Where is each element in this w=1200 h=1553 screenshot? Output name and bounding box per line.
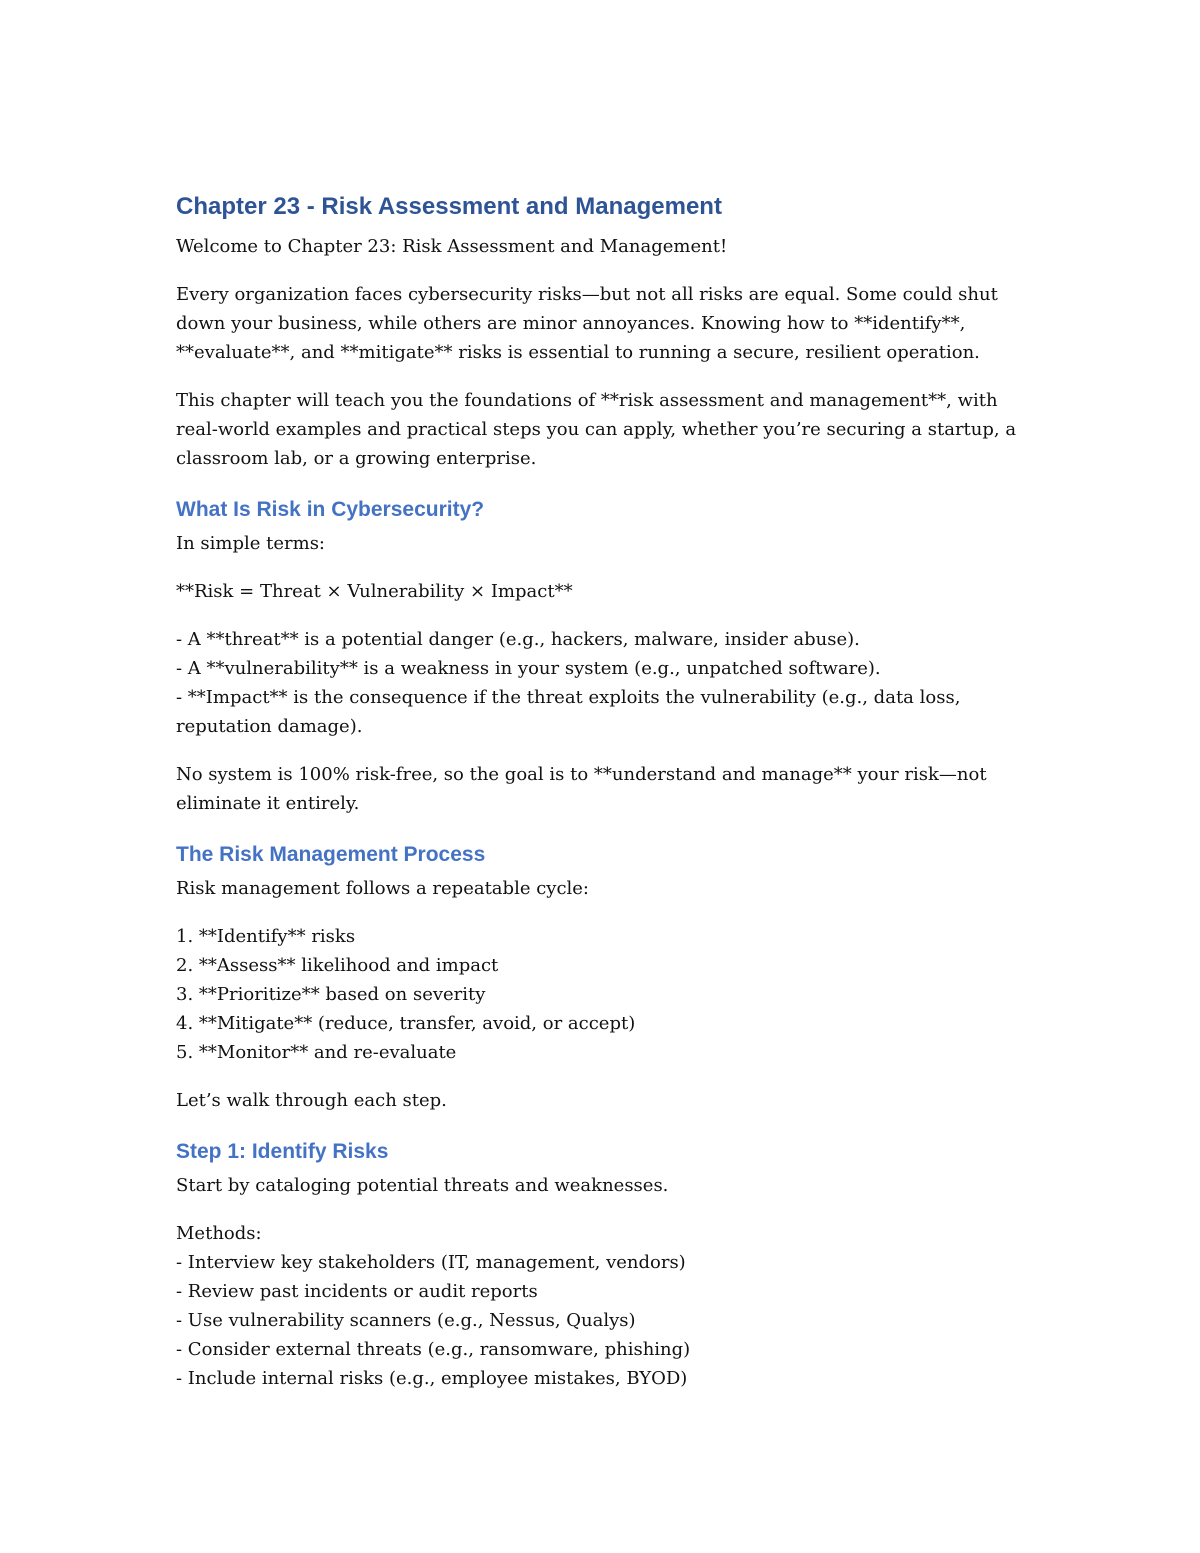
risk-formula: **Risk = Threat × Vulnerability × Impact** [176, 581, 573, 602]
section-intro: Risk management follows a repeatable cycle: [176, 878, 589, 899]
process-steps-list [176, 922, 1036, 1067]
section-closing: No system is 100% risk-free, so the goal is to **understand and manage** your risk—not eliminate it entirely. [176, 764, 993, 814]
chapter-scope-paragraph: This chapter will teach you the foundations of **risk assessment and management**, with real-world examples and practical steps you can apply, whether you’re securing a startup, a classroom lab, or a growing enterprise. [176, 390, 1022, 469]
list-item: - Review past incidents or audit reports [176, 1281, 538, 1302]
section-closing: Let’s walk through each step. [176, 1090, 447, 1111]
list-item: - **Impact** is the consequence if the threat exploits the vulnerability (e.g., data loss, reputation damage). [176, 687, 967, 737]
section-heading-risk-management-process: The Risk Management Process [176, 843, 486, 866]
list-item: - A **vulnerability** is a weakness in your system (e.g., unpatched software). [176, 658, 881, 679]
list-item: - A **threat** is a potential danger (e.g., hackers, malware, insider abuse). [176, 629, 860, 650]
list-item: 5. **Monitor** and re-evaluate [176, 1042, 457, 1063]
section-intro: Start by cataloging potential threats and weaknesses. [176, 1175, 669, 1196]
list-item: - Use vulnerability scanners (e.g., Nessus, Qualys) [176, 1310, 636, 1331]
document-page [176, 190, 1036, 1412]
list-item: 4. **Mitigate** (reduce, transfer, avoid, or accept) [176, 1013, 636, 1034]
section-intro: In simple terms: [176, 533, 326, 554]
list-item: 1. **Identify** risks [176, 926, 356, 947]
list-item: 2. **Assess** likelihood and impact [176, 955, 499, 976]
section-heading-identify-risks: Step 1: Identify Risks [176, 1140, 389, 1163]
risk-definitions-list [176, 625, 1036, 741]
list-item: - Include internal risks (e.g., employee mistakes, BYOD) [176, 1368, 688, 1389]
chapter-title: Chapter 23 - Risk Assessment and Management [176, 193, 722, 220]
intro-paragraph: Welcome to Chapter 23: Risk Assessment and Management! [176, 236, 728, 257]
list-item: - Consider external threats (e.g., ransomware, phishing) [176, 1339, 691, 1360]
list-item: - Interview key stakeholders (IT, management, vendors) [176, 1252, 686, 1273]
overview-paragraph: Every organization faces cybersecurity risks—but not all risks are equal. Some could shut down your business, while others are minor annoyances. Knowing how to **identify**, **evaluate**, and **mitigate** risks is essential to running a secure, resilient operation. [176, 284, 1004, 363]
section-heading-what-is-risk: What Is Risk in Cybersecurity? [176, 498, 485, 521]
list-item: 3. **Prioritize** based on severity [176, 984, 486, 1005]
methods-label: Methods: [176, 1223, 262, 1244]
methods-list [176, 1219, 1036, 1393]
